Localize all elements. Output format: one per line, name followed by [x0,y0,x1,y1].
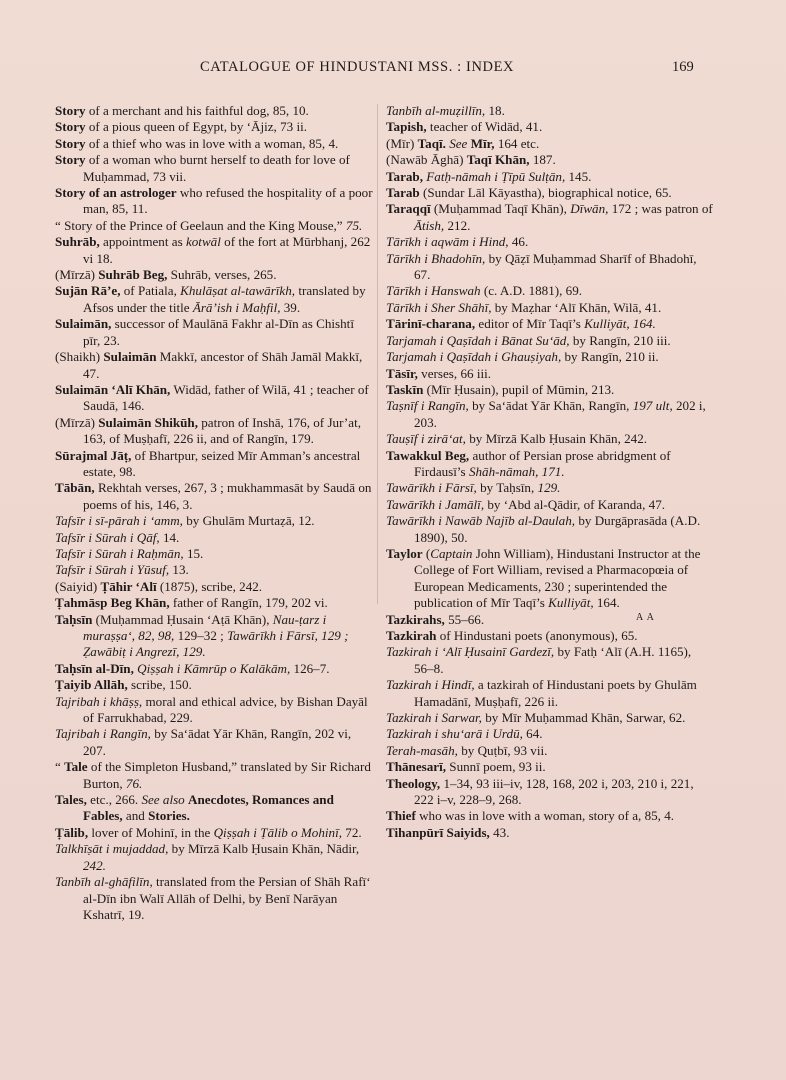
index-text: of a pious queen of Egypt, by ‘Ājiz, 73 ii. [85,119,308,135]
index-entry [55,874,373,923]
index-title: Tanbīh al-muẓillīn, [386,103,486,118]
index-title: 242. [83,857,106,873]
index-entry [55,759,373,792]
index-text: by Rangīn, 210 ii. [561,349,659,365]
index-text: by Mīr Muḥammad Khān, Sarwar, 62. [481,710,686,726]
index-text: of Bhartpur, seized Mīr Amman’s ancestral estate, 98. [83,447,361,479]
index-entry [386,398,714,431]
index-text: 187. [529,152,556,168]
index-title: Tarjamah i Qaṣīdah i Bānat Su‘ād, [386,332,570,348]
index-text: by Rangīn, 210 iii. [569,332,671,348]
index-entry [386,644,714,677]
index-text: a tazkirah of Hindustani poets by Ghulām Hamadānī, Muṣḥafī, 226 ii. [414,677,697,709]
index-text: appointment as [99,234,186,250]
index-entry [55,841,373,874]
index-entry [55,234,373,267]
index-text: 18. [485,103,505,118]
index-entry [55,103,373,119]
index-title: Tanbīh al-ghāfilīn, [55,874,153,890]
index-entry [386,169,714,185]
index-entry [55,119,373,135]
index-text: by ‘Abd al-Qādir, of Karanda, 47. [484,496,666,512]
index-title: Kulliyāt, [548,595,594,611]
index-headword: Sulaimān, [55,316,112,332]
index-text: ( [422,545,431,561]
index-text: (Nawāb Āghā) [386,152,467,168]
index-text: of Hindustani poets (anonymous), 65. [436,628,638,643]
index-title: 75. [345,217,363,233]
index-headword: Suhrāb Beg, [98,267,168,283]
index-title: 129. [537,480,561,496]
index-text: by Taḥsīn, [476,480,538,496]
index-entry [386,776,714,809]
index-entry [55,562,373,578]
index-entry [386,333,714,349]
index-headword: Suhrāb, [55,234,100,250]
index-entry [386,382,714,398]
index-entry [55,349,373,382]
index-entry [386,480,714,496]
index-text: (c. A.D. 1881), 69. [480,283,583,299]
index-headword: Story of an astrologer [55,185,177,201]
index-entry [386,743,714,759]
index-headword: Sujān Rā’e, [55,283,121,299]
index-entry [386,201,714,234]
index-entry [386,349,714,365]
index-entry [55,415,373,448]
index-title: Terah-masāh, [386,742,458,758]
index-title: 197 ult, [632,398,673,414]
index-entry [55,661,373,677]
index-text: “ [55,759,65,775]
index-headword: Tales, [55,792,87,808]
index-text: 15. [183,545,204,561]
index-text: 64. [522,726,543,742]
index-text: by Ghulām Murtaẓā, 12. [182,513,315,529]
index-entry [386,234,714,250]
index-title: Tawārīkh i Jamālī, [386,496,485,512]
index-headword: Sulaimān [103,349,157,365]
signature-mark: A A [636,612,655,623]
index-title: Tazkirah i Hindī, [386,677,475,693]
index-column-right [386,103,714,841]
index-entry [386,283,714,299]
index-text: Sunnī poem, 93 ii. [446,759,546,775]
index-entry [386,119,714,135]
index-text: (Sundar Lāl Kāyastha), biographical notice, 65. [419,185,672,201]
index-headword: Tābān, [55,480,95,496]
index-text: 129–32 ; [174,628,228,643]
index-title: Tazkirah i shu‘arā i Urdū, [386,726,523,742]
index-entry [55,595,373,611]
index-text: of the Simpleton Husband,” translated by Sir Richard Burton, [83,759,371,791]
index-headword: Stories. [148,808,190,824]
index-title: Tārīkh i Bhadohīn, [386,250,486,266]
index-text: by Durgāprasāda (A.D. 1890), 50. [414,513,701,545]
index-headword: Tazkirahs, [386,611,445,627]
index-text: “ Story of the Prince of Geelaun and the King Mouse,” [55,217,346,233]
index-entry [386,677,714,710]
index-title: Ātish, [414,217,445,233]
index-headword: Tarab, [386,168,423,184]
index-title: Tafsīr i Sūrah i Raḥmān, [55,545,184,561]
index-headword: Ṭaiyib Allāh, [55,677,128,693]
index-entry [55,480,373,513]
index-title: Tafsīr i Sūrah i Yūsuf, [55,562,170,578]
index-headword: Story [55,119,86,135]
index-text: verses, 66 iii. [417,365,492,381]
index-title: Tazkirah i Sarwar, [386,710,482,726]
index-text: editor of Mīr Taqī’s [475,316,585,332]
index-headword: Taylor [386,545,423,561]
index-text: of a thief who was in love with a woman, 85, 4. [85,135,339,151]
index-title: Tawārīkh i Fārsī, 129 ; Ẓawābiṭ i Angrezī, 129. [83,628,349,660]
index-text: Widād, father of Wilā, 41 ; teacher of Saudā, 146. [83,381,369,414]
index-headword: Taqī. [417,135,446,151]
index-text: by Sa‘ādat Yār Khān, Rangīn, [468,398,633,414]
index-title: Tazkirah i ‘Alī Ḥusainī Gardezī, [386,644,555,660]
index-text: (Mīr) [386,135,418,151]
index-entry [386,448,714,481]
index-text: 202 i, 203. [414,398,706,430]
index-text: etc., 266. [86,792,142,808]
index-text: of a woman who burnt herself to death for love of Muḥammad, 73 vii. [83,152,350,184]
index-entry [386,726,714,742]
index-headword: Taskīn [386,381,424,397]
index-headword: Anecdotes, Romances and Fables, [83,792,334,824]
index-title: kotwāl [185,234,221,250]
index-title: Tauṣīf i zirā‘at, [386,431,466,447]
index-title: See [449,135,468,151]
index-entry [55,726,373,759]
index-title: Taṣnīf i Rangīn, [386,398,469,414]
index-text: lover of Mohinī, in the [88,824,214,840]
index-text: by Sa‘ādat Yār Khān, Rangīn, 202 vi, 207. [83,726,352,758]
index-entry [386,431,714,447]
index-entry [55,316,373,349]
index-title: Dīwān, [570,201,609,217]
index-entry [386,513,714,546]
index-headword: Taraqqī [386,201,431,217]
index-entry [55,612,373,661]
index-headword: Story [55,152,86,168]
index-entry [55,546,373,562]
index-text: translated by Afsos under the title [83,283,366,315]
index-headword: Theology, [386,775,441,791]
index-text: 126–7. [290,660,330,676]
index-text: John William), Hindustani Instructor at the College of Fort William, revised a Pharmacopœia of European Medicaments, 230 ; superintended the publication of Mīr Taqī’s [414,545,701,611]
index-headword: Sulaimān Shikūh, [98,414,198,430]
index-title: Tarjamah i Qaṣīdah i Ghauṣiyah, [386,349,562,365]
index-text: 14. [159,529,180,545]
index-text: who refused the hospitality of a poor man, 85, 11. [83,185,373,217]
index-headword: Sulaimān ‘Alī Khān, [55,381,171,397]
index-text: (Shaikh) [55,349,104,365]
index-text: 164 etc. [494,135,540,151]
index-text: 46. [508,234,529,250]
index-entry [55,152,373,185]
index-headword: Mīr, [470,135,495,151]
index-entry [386,759,714,775]
index-headword: Story [55,135,86,151]
index-text: (Mīrzā) [55,267,99,283]
index-entry [386,251,714,284]
index-text: 13. [169,562,189,578]
index-entry [55,218,373,234]
index-text: moral and ethical advice, by Bishan Dayāl of Farrukhabad, 229. [83,693,368,726]
index-entry [55,825,373,841]
index-headword: Ṭālib, [55,824,89,840]
index-title: Nau-ṭarz i muraṣṣa‘, 82, 98, [83,611,327,643]
index-headword: Ṭahmāsp Beg Khān, [55,595,170,611]
index-text: (Muḥammad Taqī Khān), [430,201,571,217]
index-entry [386,808,714,824]
index-headword: Thief [386,808,416,824]
index-entry [55,513,373,529]
index-entry [386,103,714,119]
index-title: Talkhīṣāt i mujaddad, [55,841,169,857]
index-text: who was in love with a woman, story of a, 85, 4. [415,808,675,824]
index-text: (Mīr Ḥusain), pupil of Mūmin, 213. [423,381,615,397]
index-entry [55,448,373,481]
index-text: (Mīrzā) [55,414,99,430]
page-title: CATALOGUE OF HINDUSTANI MSS. : INDEX [200,59,515,75]
index-entry [386,300,714,316]
index-text: 145. [565,168,592,184]
index-entry [386,366,714,382]
index-headword: Sūrajmal Jāṭ, [55,447,132,463]
index-entry [55,530,373,546]
index-text: and [122,808,149,824]
index-entry [55,185,373,218]
index-title: Khulāṣat al-tawārīkh, [180,283,296,299]
index-entry [386,316,714,332]
index-column-left [55,103,373,923]
index-text: Rekhtah verses, 267, 3 ; mukhammasāt by Saudā on poems of his, 146, 3. [83,480,372,512]
index-entry [386,152,714,168]
index-text: by Qāẓī Muḥammad Sharīf of Bhadohī, 67. [414,250,697,283]
index-entry [55,382,373,415]
index-text: Suhrāb, verses, 265. [167,267,277,283]
index-title: Tafsīr i sī-pārah i ‘amm, [55,513,183,529]
index-text: 164. [593,595,620,611]
index-text: successor of Maulānā Fakhr al-Dīn as Chishtī pīr, 23. [83,316,354,348]
page-number: 169 [672,59,694,75]
index-entry [386,710,714,726]
index-text: 55–66. [444,611,485,627]
index-text: of the fort at Mūrbhanj, 262 vi 18. [83,234,371,266]
index-entry [55,283,373,316]
index-headword: Tapish, [386,119,427,135]
index-title: Qiṣṣah i Kāmrūp o Kalākām, [137,660,291,676]
index-headword: Taqī Khān, [466,152,530,168]
index-text: by Fatḥ ‘Alī (A.H. 1165), 56–8. [414,644,692,676]
index-headword: Tarab [386,185,420,201]
index-title: Tārīkh i Hanswah [386,283,481,299]
index-title: Fatḥ-nāmah i Ṭīpū Sulṭān, [426,168,566,184]
index-entry [386,546,714,612]
index-title: 76. [125,775,143,791]
index-title: Tawārīkh i Fārsī, [386,480,477,496]
index-headword: Tārinī-charana, [386,316,476,332]
index-entry [386,612,714,628]
index-title: Tawārīkh i Nawāb Najīb al-Daulah, [386,513,576,529]
running-header [0,59,786,79]
index-text: 43. [489,824,510,840]
index-entry [55,694,373,727]
index-headword: Tihanpūrī Saiyids, [386,824,490,840]
index-headword: Tāsīr, [386,365,418,381]
index-entry [55,677,373,693]
index-text: teacher of Widād, 41. [426,119,543,135]
index-headword: Tawakkul Beg, [386,447,470,463]
index-title: Tārīkh i Sher Shāhī, [386,299,492,315]
index-headword: Story [55,103,86,118]
index-text: author of Persian prose abridgment of Firdausī’s [414,447,671,479]
column-divider [377,104,378,604]
index-title: Tafsīr i Sūrah i Qāf, [55,529,160,545]
index-text: father of Rangīn, 179, 202 vi. [169,595,328,611]
index-headword: Ṭāhir ‘Alī [100,578,157,594]
index-title: Qiṣṣah i Ṭālib o Mohinī, [213,824,342,840]
index-entry [386,185,714,201]
index-headword: Tale [64,759,88,775]
index-text: patron of Inshā, 176, of Jur’at, 163, of Muṣḥafī, 226 ii, and of Rangīn, 179. [83,414,362,447]
index-entry [386,825,714,841]
index-title: Kulliyāt, 164. [584,316,656,332]
index-text: Makkī, ancestor of Shāh Jamāl Makkī, 47. [83,349,363,381]
index-headword: Tazkirah [386,628,437,643]
index-text: 172 ; was patron of [608,201,713,217]
index-entry [55,267,373,283]
index-text: of a merchant and his faithful dog, 85, 10. [85,103,309,118]
index-entry [386,136,714,152]
index-text: 72. [342,824,362,840]
index-title: Shāh-nāmah, 171. [468,463,565,479]
index-text: by Mīrzā Kalb Ḥusain Khān, 242. [465,431,648,447]
index-text: translated from the Persian of Shāh Rafī‘ al-Dīn ibn Walī Allāh of Delhi, by Benī Narāyan Kshatrī, 19. [83,874,371,922]
index-text: 212. [444,217,471,233]
index-text: 1–34, 93 iii–iv, 128, 168, 202 i, 203, 210 i, 221, 222 i–v, 228–9, 268. [414,775,694,808]
index-entry [55,136,373,152]
index-entry [55,579,373,595]
index-text: scribe, 150. [127,677,192,693]
index-text: by Quṭbī, 93 vii. [457,742,548,758]
index-text: (1875), scribe, 242. [156,578,263,594]
index-headword: Taḥsīn [55,611,93,627]
index-headword: Taḥsīn al-Dīn, [55,660,134,676]
index-text: by Maẓhar ‘Alī Khān, Wilā, 41. [491,299,662,315]
index-text: of Patiala, [120,283,181,299]
index-text: (Saiyid) [55,578,101,594]
index-title: Captain [430,545,473,561]
index-entry [386,497,714,513]
index-text: by Mīrzā Kalb Ḥusain Khān, Nādir, [168,841,360,857]
index-text: (Muḥammad Ḥusain ‘Aṭā Khān), [92,611,273,627]
index-title: See also [141,792,185,808]
index-title: Tajribah i Rangīn, [55,726,151,742]
index-title: Tajribah i khāṣṣ, [55,693,143,709]
index-title: Tārīkh i aqwām i Hind, [386,234,509,250]
index-text: 39. [280,299,301,315]
index-entry [386,628,714,644]
index-title: Ārā’ish i Maḥfil, [192,299,281,315]
index-headword: Thānesarī, [386,759,447,775]
index-entry [55,792,373,825]
